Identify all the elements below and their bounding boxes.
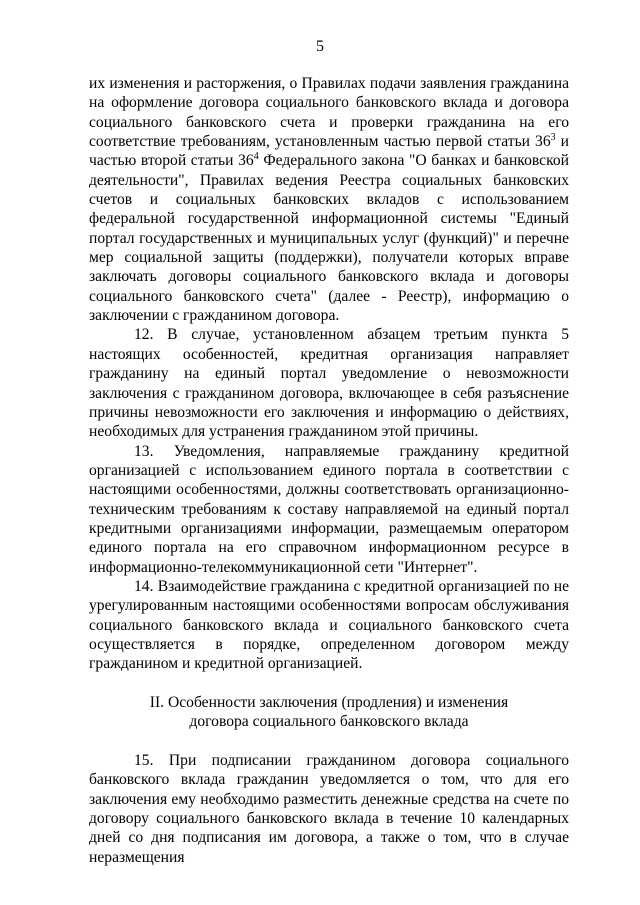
paragraph-text: их изменения и расторжения, о Правилах подачи заявления гражданина на оформление договора социального банковского вклада и договора социального банковского счета и проверки гражданина на его соответствие требованиям, установленным частью первой статьи 36: [89, 75, 569, 151]
section-heading-line: II. Особенности заключения (продления) и изменения: [149, 694, 509, 711]
paragraph-text: и частью второй статьи 36: [89, 133, 569, 170]
section-heading-line: договора социального банковского вклада: [189, 713, 469, 731]
paragraph-12: 12. В случае, установленном абзацем третьим пункта 5 настоящих особенностей, кредитная организация направляет гражданину на единый портал уведомление о невозможности заключения с гражданином договора, включающее в себя разъяснение причины невозможности его заключения и информацию о действиях, необходимых для устранения гражданином этой причины.: [89, 326, 569, 441]
paragraph-text: Федерального закона "О банках и банковской деятельности", Правилах ведения Реестра социальных банковских счетов и социальных банковских вкладов с использованием федеральной государственной информационной системы "Единый портал государственных и муниципальных услуг (функций)" и перечне мер социальной защиты (поддержки), получатели которых вправе заключать договоры социального банковского вклада и договоры социального банковского счета" (далее - Реестр), информацию о заключении с гражданином договора.: [89, 152, 569, 325]
document-body: [89, 74, 569, 867]
superscript: 3: [550, 132, 556, 144]
paragraph-13: 13. Уведомления, направляемые гражданину кредитной организацией с использованием единого портала в соответствии с настоящими особенностями, должны соответствовать организационно-техническим требованиям к составу направляемой на единый портал кредитными организациями информации, размещаемым оператором единого портала на его справочном информационном ресурсе в информационно-телекоммуникационной сети "Интернет".: [89, 442, 569, 576]
superscript: 4: [253, 151, 259, 163]
paragraph-continuation: [89, 74, 569, 325]
paragraph-15: 15. При подписании гражданином договора социального банковского вклада гражданин уведомляется о том, что для его заключения ему необходимо разместить денежные средства на счете по договору социального банковского вклада в течение 10 календарных дней со дня подписания им договора, а также о том, что в случае неразмещения: [89, 752, 569, 866]
paragraph-14: 14. Взаимодействие гражданина с кредитной организацией по не урегулированным настоящими особенностями вопросам обслуживания социального банковского вклада и социального банковского счета осуществляется в порядке, определенном договором между гражданином и кредитной организацией.: [89, 577, 569, 673]
section-heading: [89, 693, 569, 732]
page-number: 5: [316, 38, 324, 55]
